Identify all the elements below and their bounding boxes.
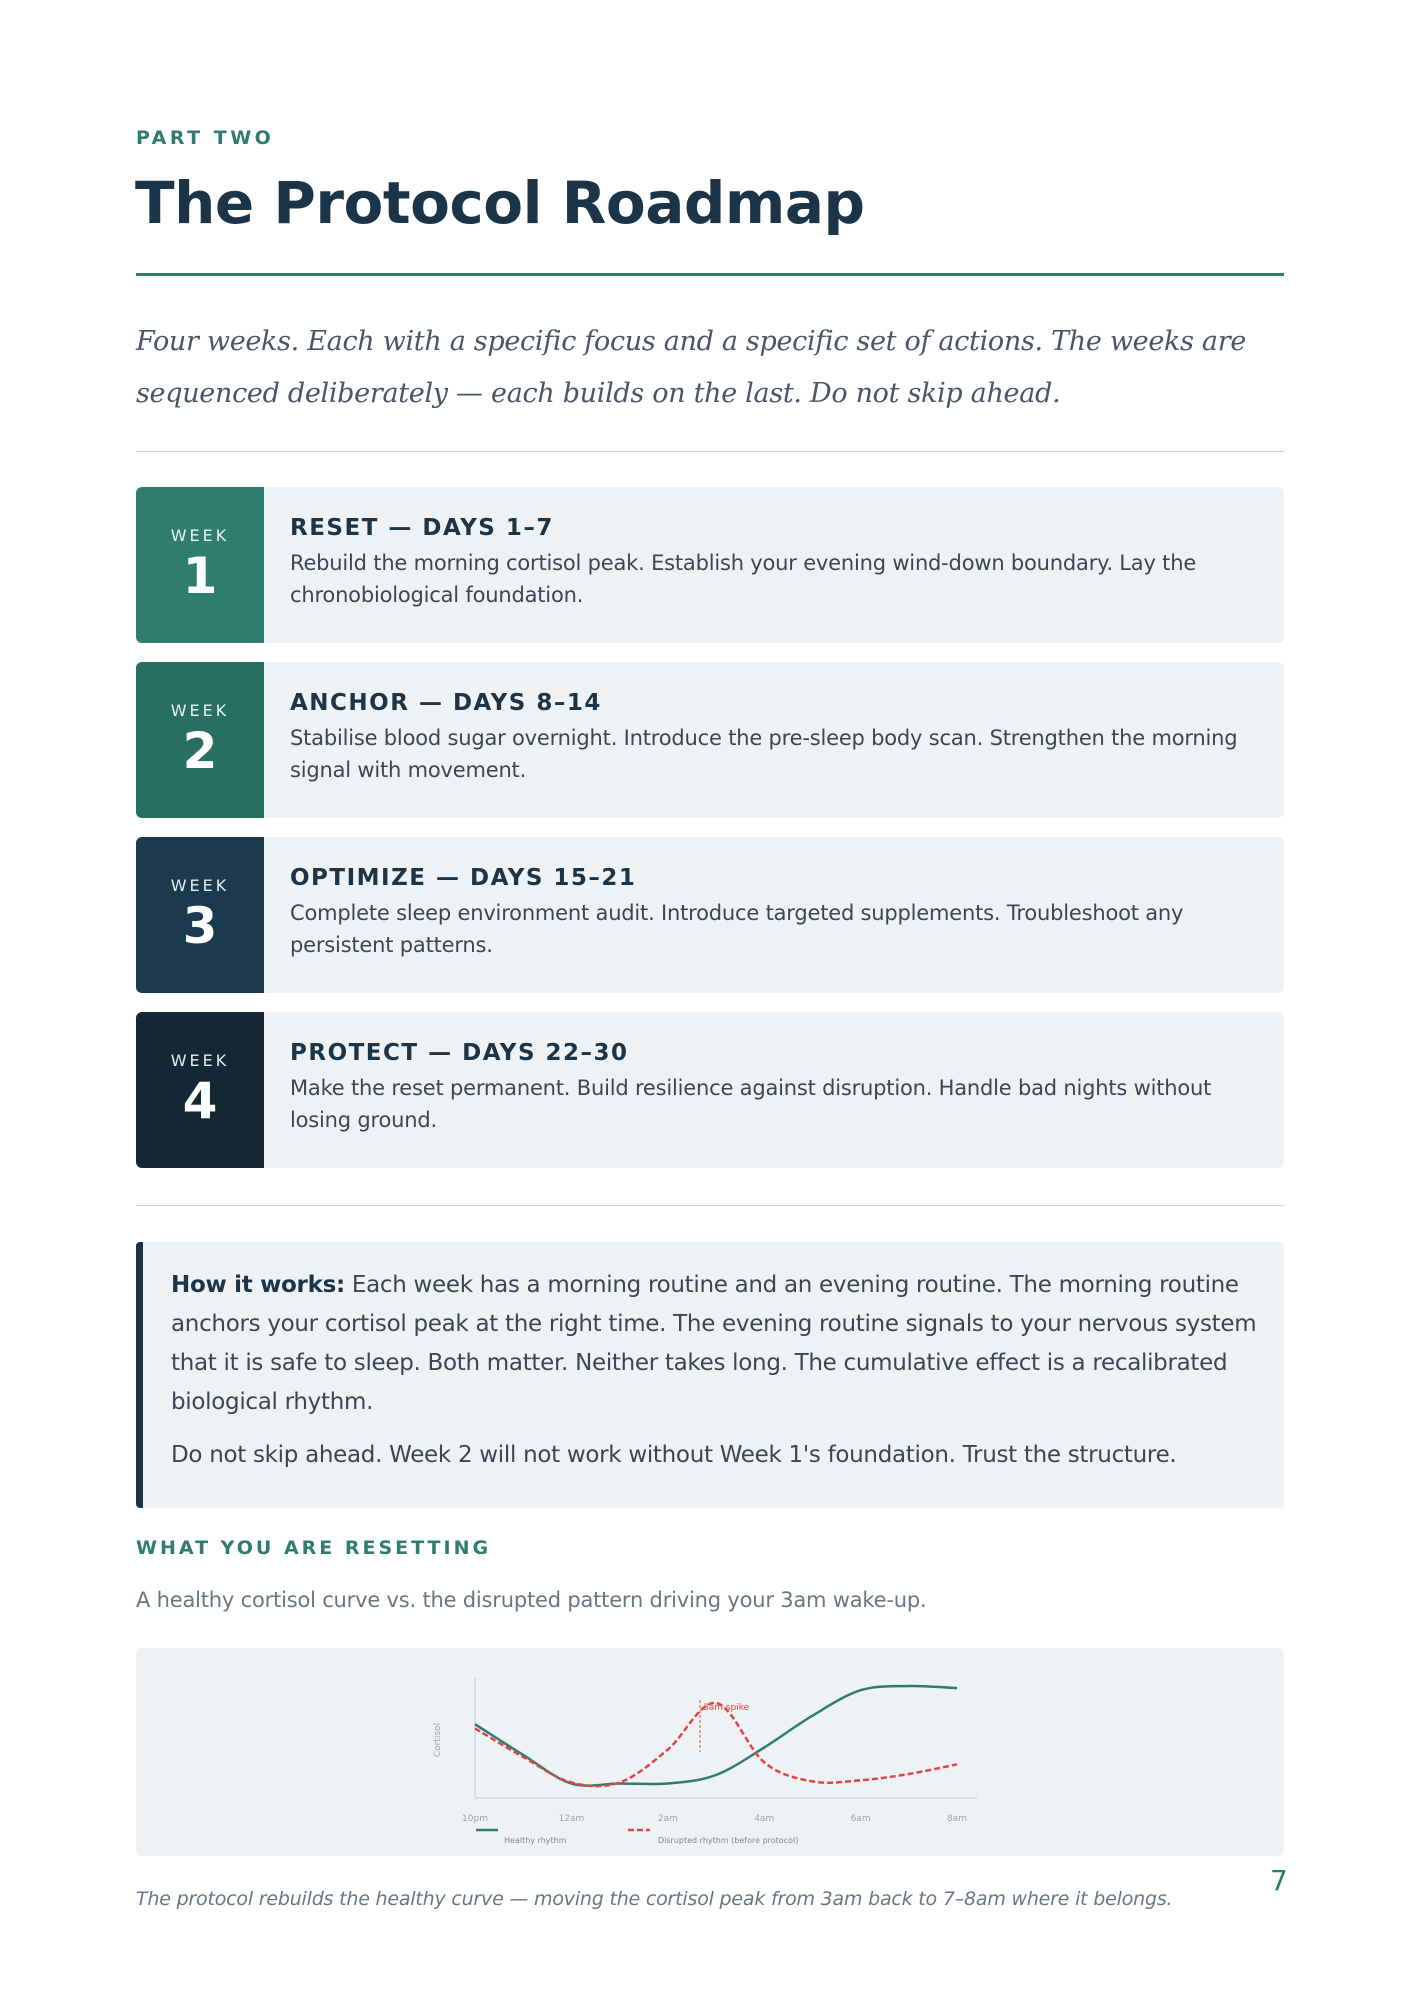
week-title-3: OPTIMIZE — DAYS 15–21 — [290, 865, 637, 891]
chart-x-tick-label: 8am — [946, 1814, 968, 1824]
divider-bottom — [136, 1205, 1284, 1206]
week-number-3: 3 — [182, 897, 218, 955]
cortisol-chart-panel — [136, 1648, 1284, 1856]
cortisol-chart — [136, 1648, 1284, 1856]
week-number-4: 4 — [182, 1072, 218, 1130]
chart-x-tick-label: 6am — [850, 1814, 871, 1824]
week-number-1: 1 — [182, 547, 218, 605]
week-label-4: WEEK — [170, 1051, 230, 1070]
section-subtitle: A healthy cortisol curve vs. the disrupted pattern driving your 3am wake-up. — [136, 1588, 927, 1612]
intro-paragraph: Four weeks. Each with a specific focus and a specific set of actions. The weeks are sequenced deliberately — each builds on the last. Do not skip ahead. — [136, 326, 1247, 409]
week-badge-2 — [136, 662, 264, 818]
week-description-4: Make the reset permanent. Build resilience against disruption. Handle bad nights without losing ground. — [290, 1076, 1212, 1132]
divider-top — [136, 451, 1284, 452]
chart-x-tick-label: 2am — [657, 1814, 678, 1824]
week-number-2: 2 — [182, 722, 218, 780]
week-badge-3 — [136, 837, 264, 993]
page-title: The Protocol Roadmap — [135, 169, 865, 237]
chart-caption: The protocol rebuilds the healthy curve — moving the cortisol peak from 3am back to 7–8am where it belongs. — [136, 1888, 1173, 1910]
chart-legend-label-1: Healthy rhythm — [504, 1836, 567, 1845]
chart-x-tick-label: 10pm — [462, 1814, 488, 1824]
callout-body: Each week has a morning routine and an evening routine. The morning routine anchors your cortisol peak at the right time. The evening routine signals to your nervous system that it is safe to sleep. Both matter. Neither takes long. The cumulative effect is a recalibrated biological rhythm. — [171, 1272, 1257, 1415]
week-card-3 — [136, 837, 1284, 993]
how-it-works-callout — [136, 1242, 1284, 1508]
callout-paragraph — [171, 1266, 1261, 1422]
page-number: 7 — [1270, 1864, 1288, 1897]
title-rule — [136, 273, 1284, 276]
week-label-1: WEEK — [170, 526, 230, 545]
callout-second-paragraph: Do not skip ahead. Week 2 will not work without Week 1's foundation. Trust the structure. — [171, 1442, 1177, 1468]
week-card-4 — [136, 1012, 1284, 1168]
chart-x-tick-label: 4am — [754, 1814, 775, 1824]
week-card-1 — [136, 487, 1284, 643]
section-label: WHAT YOU ARE RESETTING — [136, 1537, 492, 1559]
week-label-3: WEEK — [170, 876, 230, 895]
part-eyebrow: PART TWO — [136, 127, 275, 149]
week-description-3: Complete sleep environment audit. Introduce targeted supplements. Troubleshoot any persistent patterns. — [290, 901, 1184, 957]
callout-accent-bar — [136, 1242, 143, 1508]
week-badge-4 — [136, 1012, 264, 1168]
callout-lead: How it works: — [171, 1272, 345, 1298]
week-badge-1 — [136, 487, 264, 643]
week-title-2: ANCHOR — DAYS 8–14 — [290, 690, 602, 716]
chart-annotation-label: 3am spike — [703, 1703, 750, 1713]
chart-series-line-2 — [475, 1703, 957, 1786]
chart-x-tick-label: 12am — [558, 1814, 585, 1824]
week-card-2 — [136, 662, 1284, 818]
week-title-1: RESET — DAYS 1–7 — [290, 515, 554, 541]
week-title-4: PROTECT — DAYS 22–30 — [290, 1040, 629, 1066]
week-description-1: Rebuild the morning cortisol peak. Establish your evening wind-down boundary. Lay the chronobiological foundation. — [290, 551, 1197, 607]
chart-y-label: Cortisol — [433, 1722, 443, 1758]
week-description-2: Stabilise blood sugar overnight. Introduce the pre-sleep body scan. Strengthen the morning signal with movement. — [290, 726, 1238, 782]
week-label-2: WEEK — [170, 701, 230, 720]
chart-legend-label-2: Disrupted rhythm (before protocol) — [658, 1836, 799, 1845]
